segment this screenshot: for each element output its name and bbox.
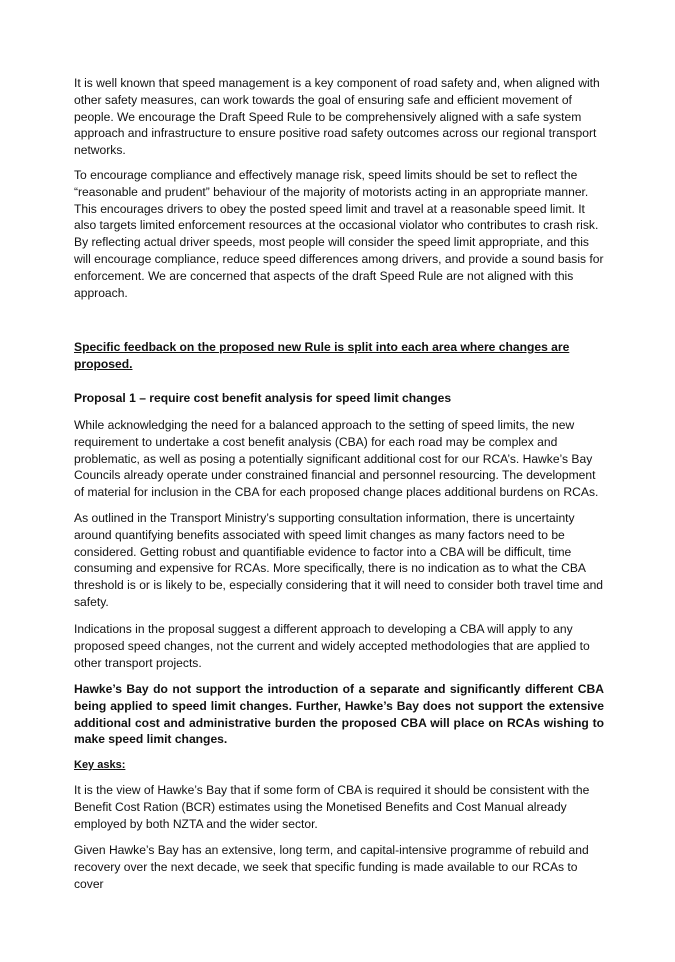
proposal-1-heading: Proposal 1 – require cost benefit analysis for speed limit changes bbox=[74, 391, 452, 405]
key-asks-heading: Key asks: bbox=[74, 759, 126, 771]
funding-paragraph: Given Hawke’s Bay has an extensive, long term, and capital-intensive programme of rebuild and recovery over the next decade, we seek that specific funding is made available to our RCAs to cover bbox=[74, 843, 589, 891]
ministry-paragraph: As outlined in the Transport Ministry’s supporting consultation information, there is uncertainty around quantifying benefits associated with speed limit changes as many factors need to be considered. Getting robust and quantifiable evidence to factor into a CBA will be difficult, time consuming and expensive for RCAs. More specifically, there is no indication as to what the CBA threshold is or is likely to be, especially considering that it will need to consider both travel time and safety. bbox=[74, 511, 604, 609]
section-heading: Specific feedback on the proposed new Rule is split into each area where changes are proposed. bbox=[74, 340, 570, 371]
cba-concern-paragraph: While acknowledging the need for a balanced approach to the setting of speed limits, the new requirement to undertake a cost benefit analysis (CBA) for each road may be complex and problematic, as well as posing a potentially significant additional cost for our RCA’s. Hawke’s Bay Councils already operate under constrained financial and personnel resourcing. The development of material for inclusion in the CBA for each proposed change places additional burdens on RCAs. bbox=[74, 418, 599, 500]
bcr-paragraph: It is the view of Hawke’s Bay that if some form of CBA is required it should be consistent with the Benefit Cost Ration (BCR) estimates using the Monetised Benefits and Cost Manual already employed by both NZTA and the wider sector. bbox=[74, 783, 590, 831]
compliance-paragraph: To encourage compliance and effectively manage risk, speed limits should be set to reflect the “reasonable and prudent” behaviour of the majority of motorists acting in an appropriate manner. This encourages drivers to obey the posted speed limit and travel at a reasonable speed limit. It also targets limited enforcement resources at the occasional violator who contributes to crash risk. By reflecting actual driver speeds, most people will consider the speed limit appropriate, and this will encourage compliance, reduce speed differences among drivers, and provide a sound basis for enforcement. We are concerned that aspects of the draft Speed Rule are not aligned with this approach. bbox=[74, 168, 604, 300]
indications-paragraph: Indications in the proposal suggest a different approach to developing a CBA will apply to any proposed speed changes, not the current and widely accepted methodologies that are applied to other transport projects. bbox=[74, 622, 590, 670]
intro-paragraph: It is well known that speed management is a key component of road safety and, when aligned with other safety measures, can work towards the goal of ensuring safe and efficient movement of people. We encourage the Draft Speed Rule to be comprehensively aligned with a safe system approach and infrastructure to ensure positive road safety outcomes across our regional transport networks. bbox=[74, 76, 600, 158]
position-statement: Hawke’s Bay do not support the introduction of a separate and significantly different CBA being applied to speed limit changes. Further, Hawke’s Bay does not support the extensive additional cost and administrative burden the proposed CBA will place on RCAs wishing to make speed limit changes. bbox=[74, 682, 604, 747]
